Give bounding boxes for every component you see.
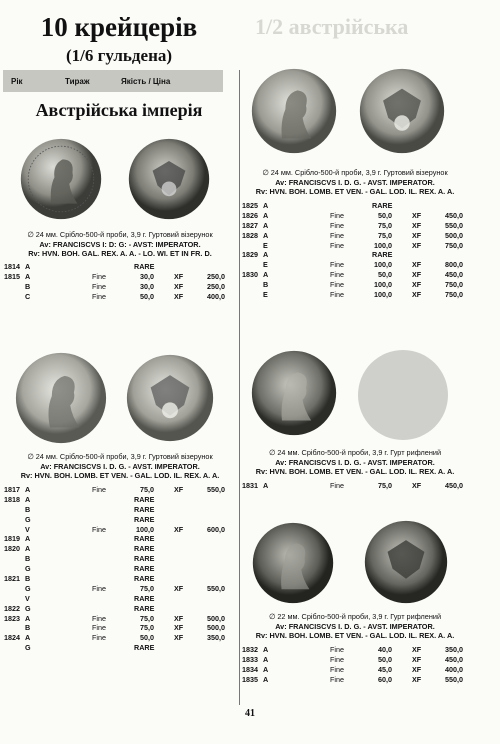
cell-price2: 500,0 [207,613,225,623]
table-row [4,594,230,604]
cell-year: 1823 [4,613,20,623]
cell-grade1: Fine [330,645,344,654]
coin-obverse-image [20,138,102,220]
cell-mint: V [25,524,30,534]
table-row [242,290,470,300]
table-row [4,262,230,272]
cell-grade2: XF [174,524,184,534]
portrait-obverse-icon [251,68,337,154]
reverse-legend: Rv: HVN. BOH. GAL. REX. A. A. - LO. WI. ET IN FR. D. [28,249,212,259]
cell-year: 1821 [4,574,20,584]
cell-price1: RARE [134,554,155,564]
spec-line: ∅ 22 мм. Срібло-500-й проби, 3,9 г. Гурт рифлений [268,612,442,621]
cell-price1: RARE [134,504,155,514]
double-eagle-reverse-icon [126,354,214,442]
price-table-group-1 [4,262,230,302]
cell-year: 1824 [4,633,20,643]
table-row [4,485,230,495]
cell-price2: 450,0 [445,210,463,220]
cell-mint: G [25,564,31,574]
cell-mint: G [25,643,31,653]
spec-line: ∅ 24 мм. Срібло-500-й проби, 3,9 г. Гуртовий візерунок [27,230,213,239]
cell-mint: A [263,674,269,684]
column-header-bar [3,70,223,92]
table-row [242,221,470,231]
cell-grade1: Fine [330,654,344,664]
cell-grade2: XF [412,664,422,674]
cell-mint: A [263,645,269,654]
cell-mint: A [25,485,31,494]
cell-price2: 450,0 [445,654,463,664]
cell-mint: A [263,654,269,664]
cell-price1: RARE [134,494,155,504]
cell-grade1: Fine [330,210,344,220]
cell-price1: RARE [372,201,393,210]
cell-price1: 75,0 [378,230,392,240]
cell-price1: RARE [134,262,155,271]
table-row [4,604,230,614]
coin-spec-group-5 [245,612,465,641]
cell-grade2: XF [174,613,184,623]
cell-grade1: Fine [92,613,106,623]
price-table-group-2 [4,485,230,653]
table-row [242,260,470,270]
cell-mint: B [25,554,31,564]
double-eagle-reverse-icon [359,68,445,154]
cell-price1: RARE [134,574,155,584]
cell-price1: 100,0 [374,240,392,250]
cell-mint: B [25,281,31,291]
cell-price1: RARE [134,593,155,603]
cell-grade2: XF [412,645,422,654]
cell-price1: 75,0 [378,481,392,490]
cell-price2: 350,0 [207,633,225,643]
table-row [4,515,230,525]
cell-price1: 75,0 [140,613,154,623]
cell-price2: 550,0 [445,674,463,684]
page-subtitle: (1/6 гульдена) [65,46,173,65]
reverse-legend: Rv: HVN. BOH. LOMB. ET VEN. - GAL. LOD. IL. REX. A. A. [255,467,455,477]
cell-grade2: XF [412,230,422,240]
cell-price1: RARE [134,544,155,554]
table-row [4,495,230,505]
cell-grade2: XF [412,220,422,230]
cell-price1: 50,0 [378,654,392,664]
table-row [4,505,230,515]
cell-price2: 550,0 [445,220,463,230]
table-row [4,544,230,554]
cell-mint: G [25,514,31,524]
table-row [242,280,470,290]
table-row [242,231,470,241]
table-row [4,574,230,584]
cell-grade2: XF [412,280,422,290]
cell-year: 1815 [4,271,20,281]
cell-mint: A [263,270,269,280]
cell-price2: 450,0 [445,270,463,280]
cell-mint: B [25,623,31,633]
table-row [4,643,230,653]
table-row [4,292,230,302]
cell-mint: A [25,262,31,271]
cell-price2: 800,0 [445,260,463,270]
cell-year: 1832 [242,645,258,654]
cell-mint: A [25,544,31,554]
cell-mint: A [25,271,31,281]
cell-price2: 500,0 [207,623,225,633]
table-row [4,623,230,633]
facing-page-ghost-title: 1/2 австрійська [255,14,409,39]
column-divider [239,70,240,705]
cell-price1: RARE [372,250,393,260]
cell-mint: A [263,230,269,240]
cell-price1: 30,0 [140,271,154,281]
coin-missing-placeholder [358,350,448,440]
cell-price2: 400,0 [207,291,225,301]
cell-grade2: XF [174,281,184,291]
obverse-legend: Av: FRANCISCVS I. D. G. - AVST. IMPERATOR. [275,457,435,467]
cell-price1: RARE [134,643,155,653]
cell-grade1: Fine [330,220,344,230]
table-row [242,655,470,665]
cell-grade1: Fine [330,240,344,250]
table-row [4,564,230,574]
cell-mint: C [25,291,31,301]
cell-price1: RARE [134,603,155,613]
price-table-group-5 [242,645,470,685]
coin-obverse-image-4 [251,350,337,436]
cell-price1: RARE [134,514,155,524]
cell-mint: E [263,290,268,300]
cell-grade1: Fine [330,290,344,300]
cell-mint: B [263,280,269,290]
cell-mint: A [263,220,269,230]
cell-grade2: XF [412,674,422,684]
cell-year: 1825 [242,201,258,210]
cell-grade2: XF [412,260,422,270]
page-title: 10 крейцерів [40,12,198,42]
cell-mint: A [263,250,269,260]
cell-grade1: Fine [330,260,344,270]
double-eagle-reverse-icon [128,138,210,220]
cell-price2: 350,0 [445,645,463,654]
reverse-legend: Rv: HVN. BOH. LOMB. ET VEN. - GAL. LOD. IL. REX. A. A. [20,471,220,481]
cell-grade1: Fine [92,623,106,633]
table-row [242,665,470,675]
cell-mint: E [263,260,268,270]
coin-obverse-image-5 [252,522,334,604]
cell-grade1: Fine [330,230,344,240]
cell-mint: E [263,240,268,250]
table-row [242,250,470,260]
coin-obverse-image-2 [15,352,107,444]
page-number: 41 [245,708,255,719]
section-heading: Австрійська імперія [35,100,203,120]
table-row [4,554,230,564]
cell-price2: 550,0 [207,485,225,494]
cell-grade2: XF [174,583,184,593]
cell-year: 1819 [4,534,20,544]
table-row [4,282,230,292]
table-row [242,201,470,211]
col-mintage: Тираж [65,77,90,86]
cell-grade1: Fine [92,633,106,643]
reverse-legend: Rv: HVN. BOH. LOMB. ET VEN. - GAL. LOD. IL. REX. A. A. [255,631,455,641]
cell-price1: 100,0 [136,524,154,534]
cell-grade2: XF [412,481,422,490]
coin-obverse-image-3 [251,68,337,154]
cell-mint: V [25,593,30,603]
cell-price2: 750,0 [445,290,463,300]
cell-year: 1826 [242,210,258,220]
table-row [4,633,230,643]
cell-price1: 75,0 [140,623,154,633]
cell-grade1: Fine [92,583,106,593]
table-row [242,270,470,280]
cell-grade1: Fine [92,524,106,534]
cell-price1: 30,0 [140,281,154,291]
coin-reverse-image-3 [359,68,445,154]
coin-spec-group-1 [10,230,230,259]
cell-year: 1827 [242,220,258,230]
cell-mint: A [25,613,31,623]
cell-price1: 75,0 [140,583,154,593]
cell-mint: A [25,633,31,643]
cell-price2: 500,0 [445,230,463,240]
cell-year: 1828 [242,230,258,240]
cell-year: 1835 [242,674,258,684]
portrait-obverse-icon [252,522,334,604]
cell-price1: 50,0 [378,270,392,280]
cell-price1: 100,0 [374,260,392,270]
cell-grade2: XF [174,485,184,494]
table-row [242,481,470,491]
coin-reverse-image-2 [126,354,214,442]
cell-grade1: Fine [330,270,344,280]
cell-mint: A [25,534,31,544]
cell-price2: 550,0 [207,583,225,593]
reverse-legend: Rv: HVN. BOH. LOMB. ET VEN. - GAL. LOD. IL. REX. A. A. [255,187,455,197]
double-eagle-reverse-icon [364,520,448,604]
cell-grade1: Fine [330,481,344,490]
cell-grade2: XF [174,271,184,281]
cell-year: 1814 [4,262,20,271]
table-row [242,675,470,685]
spec-line: ∅ 24 мм. Срібло-500-й проби, 3,9 г. Гуртовий візерунок [27,452,213,461]
cell-year: 1829 [242,250,258,260]
cell-grade2: XF [174,291,184,301]
spec-line: ∅ 24 мм. Срібло-500-й проби, 3,9 г. Гуртовий візерунок [262,168,448,177]
cell-grade1: Fine [92,485,106,494]
cell-mint: A [263,481,269,490]
spec-line: ∅ 24 мм. Срібло-500-й проби, 3,9 г. Гурт рифлений [268,448,442,457]
cell-grade2: XF [412,240,422,250]
coin-spec-group-4 [245,448,465,477]
obverse-legend: Av: FRANCISCVS I: D: G: - AVST: IMPERATOR. [39,239,201,249]
cell-price2: 750,0 [445,280,463,290]
cell-grade1: Fine [330,280,344,290]
cell-price2: 400,0 [445,664,463,674]
cell-price1: 50,0 [378,210,392,220]
cell-mint: G [25,603,31,613]
coin-reverse-image-5 [364,520,448,604]
cell-mint: A [263,210,269,220]
cell-year: 1834 [242,664,258,674]
cell-mint: A [25,494,31,504]
cell-mint: A [263,201,269,210]
table-row [242,211,470,221]
cell-mint: B [25,574,31,584]
cell-price1: 100,0 [374,280,392,290]
cell-price1: 50,0 [140,291,154,301]
table-row [4,525,230,535]
price-table-group-3 [242,201,470,300]
cell-year: 1822 [4,603,20,613]
portrait-obverse-icon [20,138,102,220]
cell-mint: G [25,583,31,593]
cell-year: 1831 [242,481,258,490]
cell-mint: B [25,504,31,514]
cell-grade1: Fine [92,271,106,281]
cell-grade2: XF [412,210,422,220]
cell-price1: 50,0 [140,633,154,643]
cell-grade1: Fine [92,281,106,291]
cell-grade1: Fine [92,291,106,301]
table-row [4,584,230,594]
obverse-legend: Av: FRANCISCVS I. D. G. - AVST. IMPERATOR. [40,461,200,471]
cell-grade2: XF [412,270,422,280]
cell-year: 1817 [4,485,20,494]
cell-grade2: XF [174,633,184,643]
price-table-group-4 [242,481,470,491]
coin-reverse-image [128,138,210,220]
cell-price2: 750,0 [445,240,463,250]
portrait-obverse-icon [251,350,337,436]
cell-price1: 75,0 [140,485,154,494]
cell-price1: 60,0 [378,674,392,684]
cell-price1: RARE [134,534,155,544]
table-row [4,534,230,544]
cell-mint: A [263,664,269,674]
cell-price2: 250,0 [207,271,225,281]
cell-year: 1818 [4,494,20,504]
obverse-legend: Av: FRANCISCVS I. D. G. - AVST. IMPERATOR. [275,177,435,187]
coin-spec-group-3 [245,168,465,197]
table-row [4,272,230,282]
coin-spec-group-2 [10,452,230,481]
cell-price1: 75,0 [378,220,392,230]
cell-grade1: Fine [330,674,344,684]
cell-price1: 40,0 [378,645,392,654]
cell-year: 1833 [242,654,258,664]
portrait-obverse-icon [15,352,107,444]
cell-grade2: XF [412,654,422,664]
cell-price1: 100,0 [374,290,392,300]
cell-price1: 45,0 [378,664,392,674]
cell-year: 1820 [4,544,20,554]
cell-price2: 450,0 [445,481,463,490]
cell-year: 1830 [242,270,258,280]
table-row [242,645,470,655]
obverse-legend: Av: FRANCISCVS I. D. G. - AVST. IMPERATOR. [275,621,435,631]
col-grade: Якість / Ціна [121,77,171,86]
cell-price1: RARE [134,564,155,574]
cell-grade2: XF [174,623,184,633]
cell-price2: 250,0 [207,281,225,291]
cell-grade1: Fine [330,664,344,674]
col-year: Рік [11,77,23,86]
table-row [4,614,230,624]
cell-grade2: XF [412,290,422,300]
table-row [242,241,470,251]
cell-price2: 600,0 [207,524,225,534]
